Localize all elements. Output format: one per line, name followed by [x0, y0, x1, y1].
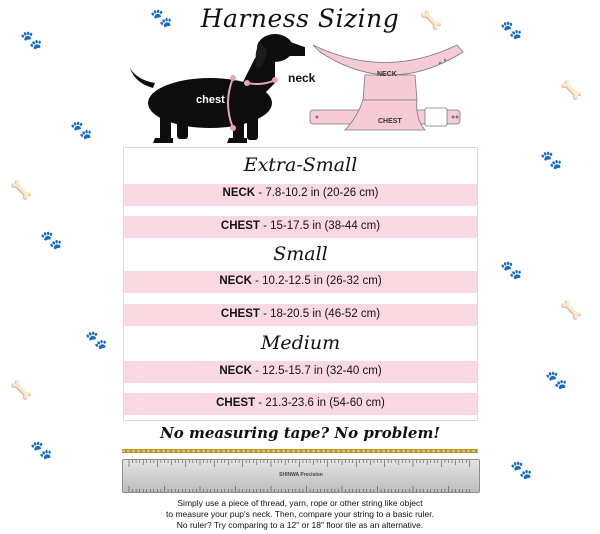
paw-print-icon: 🐾	[500, 260, 523, 281]
dog-neck-label: neck	[288, 71, 316, 85]
paw-print-icon: 🐾	[85, 330, 108, 351]
footer-line: Simply use a piece of thread, yarn, rope or other string like object	[177, 498, 423, 508]
chest-label: CHEST	[220, 308, 260, 320]
page-title: Harness Sizing	[200, 4, 400, 33]
size-row-chest	[124, 220, 477, 232]
size-row-neck	[124, 187, 477, 199]
harness-diagram	[305, 40, 475, 140]
footer-line: to measure your pup's neck. Then, compare your string to a basic ruler.	[166, 509, 434, 519]
paw-print-icon: 🐾	[545, 370, 568, 391]
size-heading-medium: Medium	[260, 332, 341, 354]
neck-label: NECK	[219, 275, 252, 287]
neck-value: - 7.8-10.2 in (20-26 cm)	[255, 187, 379, 199]
dog-bone-icon: 🦴	[560, 80, 583, 101]
neck-label: NECK	[219, 365, 252, 377]
chest-label: CHEST	[220, 220, 260, 232]
dog-bone-icon: 🦴	[10, 380, 33, 401]
dog-chest-label: chest	[196, 94, 225, 106]
neck-value: - 10.2-12.5 in (26-32 cm)	[251, 275, 382, 287]
chest-label: CHEST	[216, 397, 256, 409]
size-heading-small: Small	[273, 243, 328, 265]
chest-value: - 18-20.5 in (46-52 cm)	[259, 308, 381, 320]
string-rope	[122, 446, 478, 456]
paw-print-icon: 🐾	[40, 230, 63, 251]
chest-value: - 21.3-23.6 in (54-60 cm)	[255, 397, 385, 409]
paw-print-icon: 🐾	[30, 440, 53, 461]
size-row-chest	[124, 308, 477, 320]
footer-line: No ruler? Try comparing to a 12" or 18" floor tile as an alternative.	[176, 520, 424, 530]
harness-chest-label: CHEST	[378, 118, 402, 125]
size-row-chest	[124, 397, 477, 409]
paw-print-icon: 🐾	[70, 120, 93, 141]
size-row-neck	[124, 275, 477, 287]
no-tape-heading: No measuring tape? No problem!	[160, 424, 440, 442]
dog-bone-icon: 🦴	[420, 10, 443, 31]
ruler-brand: SHINWA Precision	[279, 472, 323, 478]
paw-print-icon: 🐾	[150, 8, 173, 29]
size-chart-panel	[123, 147, 478, 421]
size-heading-extra-small: Extra-Small	[243, 154, 358, 176]
footer-instructions	[0, 498, 600, 531]
dog-bone-icon: 🦴	[560, 300, 583, 321]
paw-print-icon: 🐾	[540, 150, 563, 171]
dog-silhouette	[125, 28, 305, 148]
paw-print-icon: 🐾	[20, 30, 43, 51]
dog-bone-icon: 🦴	[10, 180, 33, 201]
size-row-neck	[124, 365, 477, 377]
chest-value: - 15-17.5 in (38-44 cm)	[259, 220, 381, 232]
neck-value: - 12.5-15.7 in (32-40 cm)	[251, 365, 382, 377]
harness-neck-label: NECK	[377, 71, 397, 78]
neck-label: NECK	[222, 187, 256, 199]
paw-print-icon: 🐾	[500, 20, 523, 41]
paw-print-icon: 🐾	[510, 460, 533, 481]
ruler	[122, 459, 480, 493]
